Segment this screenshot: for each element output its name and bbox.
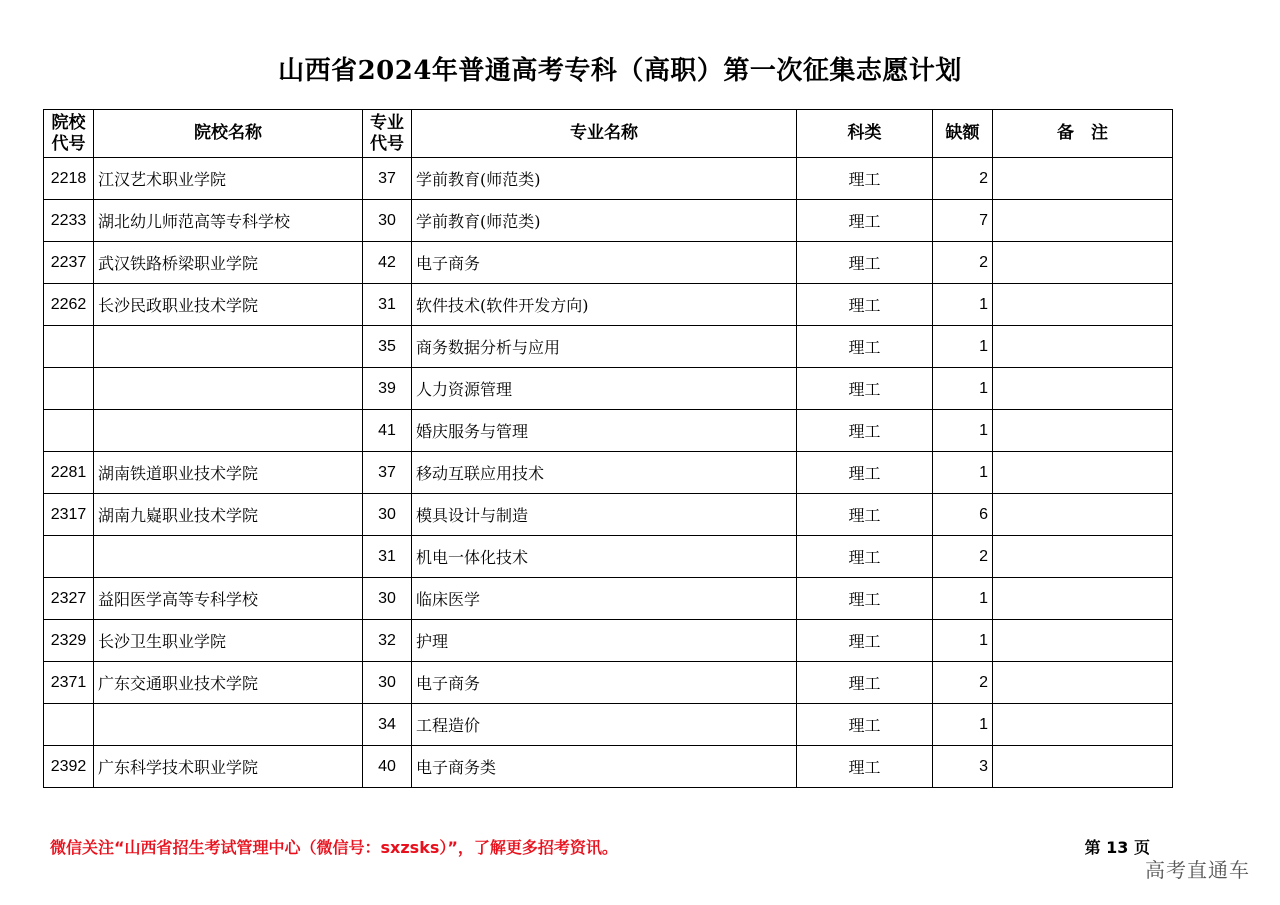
page-title: 山西省2024年普通高考专科（高职）第一次征集志愿计划: [278, 56, 962, 86]
quota-cell: 1: [933, 578, 993, 620]
major-code-cell: 35: [363, 326, 412, 368]
school-name-cell: [94, 326, 363, 368]
school-name-cell: 湖南铁道职业技术学院: [94, 452, 363, 494]
school-code-cell: 2392: [44, 746, 94, 788]
watermark: 高考直通车: [1145, 858, 1250, 882]
major-name-cell: 学前教育(师范类): [412, 158, 797, 200]
major-name-cell: 软件技术(软件开发方向): [412, 284, 797, 326]
major-name-cell: 婚庆服务与管理: [412, 410, 797, 452]
school-name-cell: 武汉铁路桥梁职业学院: [94, 242, 363, 284]
table-body: [44, 158, 1173, 788]
quota-cell: 1: [933, 410, 993, 452]
major-name-cell: 商务数据分析与应用: [412, 326, 797, 368]
note-cell: [993, 662, 1173, 704]
note-cell: [993, 620, 1173, 662]
school-name-cell: 长沙民政职业技术学院: [94, 284, 363, 326]
table-row: [44, 200, 1173, 242]
category-cell: 理工: [797, 368, 933, 410]
quota-cell: 1: [933, 326, 993, 368]
major-name-cell: 临床医学: [412, 578, 797, 620]
category-cell: 理工: [797, 536, 933, 578]
table-row: [44, 494, 1173, 536]
footer-wechat-note: 微信关注“山西省招生考试管理中心（微信号：sxzsks）”，了解更多招考资讯。: [50, 838, 618, 857]
major-code-cell: 40: [363, 746, 412, 788]
major-name-cell: 学前教育(师范类): [412, 200, 797, 242]
major-code-cell: 41: [363, 410, 412, 452]
school-name-cell: 长沙卫生职业学院: [94, 620, 363, 662]
school-name-cell: 益阳医学高等专科学校: [94, 578, 363, 620]
category-cell: 理工: [797, 704, 933, 746]
school-name-cell: [94, 368, 363, 410]
school-code-cell: 2218: [44, 158, 94, 200]
major-name-cell: 移动互联应用技术: [412, 452, 797, 494]
school-code-cell: [44, 326, 94, 368]
quota-cell: 1: [933, 284, 993, 326]
table-row: [44, 536, 1173, 578]
major-name-cell: 机电一体化技术: [412, 536, 797, 578]
note-cell: [993, 536, 1173, 578]
quota-cell: 2: [933, 662, 993, 704]
school-code-cell: [44, 410, 94, 452]
header-school-code-line1: 院校: [51, 112, 86, 133]
enrollment-plan-table: [43, 109, 1173, 788]
note-cell: [993, 578, 1173, 620]
school-name-cell: 湖南九嶷职业技术学院: [94, 494, 363, 536]
table-row: [44, 662, 1173, 704]
major-code-cell: 34: [363, 704, 412, 746]
major-code-cell: 39: [363, 368, 412, 410]
school-code-cell: 2329: [44, 620, 94, 662]
header-quota: 缺额: [933, 110, 993, 158]
table-row: [44, 326, 1173, 368]
note-cell: [993, 704, 1173, 746]
school-code-cell: 2262: [44, 284, 94, 326]
major-name-cell: 工程造价: [412, 704, 797, 746]
category-cell: 理工: [797, 494, 933, 536]
major-name-cell: 护理: [412, 620, 797, 662]
school-code-cell: [44, 704, 94, 746]
school-name-cell: [94, 410, 363, 452]
header-category: 科类: [797, 110, 933, 158]
header-major-name: 专业名称: [412, 110, 797, 158]
note-cell: [993, 746, 1173, 788]
category-cell: 理工: [797, 578, 933, 620]
header-major-code-line2: 代号: [370, 133, 404, 154]
category-cell: 理工: [797, 620, 933, 662]
school-code-cell: [44, 536, 94, 578]
header-major-code-line1: 专业: [370, 112, 404, 133]
category-cell: 理工: [797, 158, 933, 200]
header-school-name: 院校名称: [94, 110, 363, 158]
header-row: [44, 110, 1173, 158]
quota-cell: 6: [933, 494, 993, 536]
category-cell: 理工: [797, 200, 933, 242]
page-number: 第 13 页: [1084, 838, 1150, 857]
table-row: [44, 578, 1173, 620]
major-code-cell: 30: [363, 200, 412, 242]
table-row: [44, 410, 1173, 452]
note-cell: [993, 452, 1173, 494]
quota-cell: 2: [933, 158, 993, 200]
quota-cell: 2: [933, 242, 993, 284]
major-name-cell: 电子商务: [412, 242, 797, 284]
table-row: [44, 704, 1173, 746]
table-row: [44, 368, 1173, 410]
school-name-cell: 广东交通职业技术学院: [94, 662, 363, 704]
quota-cell: 7: [933, 200, 993, 242]
major-code-cell: 31: [363, 536, 412, 578]
table-row: [44, 452, 1173, 494]
header-school-code: [44, 110, 94, 158]
major-name-cell: 电子商务: [412, 662, 797, 704]
note-cell: [993, 326, 1173, 368]
school-code-cell: 2233: [44, 200, 94, 242]
major-code-cell: 42: [363, 242, 412, 284]
note-cell: [993, 368, 1173, 410]
note-cell: [993, 284, 1173, 326]
category-cell: 理工: [797, 662, 933, 704]
school-code-cell: 2371: [44, 662, 94, 704]
note-cell: [993, 158, 1173, 200]
category-cell: 理工: [797, 746, 933, 788]
category-cell: 理工: [797, 452, 933, 494]
category-cell: 理工: [797, 410, 933, 452]
major-code-cell: 32: [363, 620, 412, 662]
note-cell: [993, 494, 1173, 536]
school-name-cell: [94, 704, 363, 746]
note-cell: [993, 242, 1173, 284]
quota-cell: 1: [933, 368, 993, 410]
school-name-cell: [94, 536, 363, 578]
table-row: [44, 284, 1173, 326]
major-code-cell: 31: [363, 284, 412, 326]
category-cell: 理工: [797, 326, 933, 368]
school-code-cell: 2281: [44, 452, 94, 494]
note-cell: [993, 200, 1173, 242]
major-code-cell: 30: [363, 578, 412, 620]
major-name-cell: 模具设计与制造: [412, 494, 797, 536]
major-code-cell: 37: [363, 452, 412, 494]
table-row: [44, 620, 1173, 662]
table-row: [44, 158, 1173, 200]
school-code-cell: 2237: [44, 242, 94, 284]
school-name-cell: 江汉艺术职业学院: [94, 158, 363, 200]
school-code-cell: [44, 368, 94, 410]
category-cell: 理工: [797, 284, 933, 326]
quota-cell: 3: [933, 746, 993, 788]
quota-cell: 2: [933, 536, 993, 578]
table-row: [44, 242, 1173, 284]
note-cell: [993, 410, 1173, 452]
major-code-cell: 30: [363, 662, 412, 704]
school-name-cell: 广东科学技术职业学院: [94, 746, 363, 788]
major-name-cell: 人力资源管理: [412, 368, 797, 410]
school-name-cell: 湖北幼儿师范高等专科学校: [94, 200, 363, 242]
quota-cell: 1: [933, 620, 993, 662]
school-code-cell: 2327: [44, 578, 94, 620]
quota-cell: 1: [933, 704, 993, 746]
header-major-code: [363, 110, 412, 158]
school-code-cell: 2317: [44, 494, 94, 536]
major-code-cell: 37: [363, 158, 412, 200]
table-row: [44, 746, 1173, 788]
major-name-cell: 电子商务类: [412, 746, 797, 788]
header-note: 备 注: [993, 110, 1173, 158]
major-code-cell: 30: [363, 494, 412, 536]
quota-cell: 1: [933, 452, 993, 494]
category-cell: 理工: [797, 242, 933, 284]
header-school-code-line2: 代号: [51, 133, 86, 154]
